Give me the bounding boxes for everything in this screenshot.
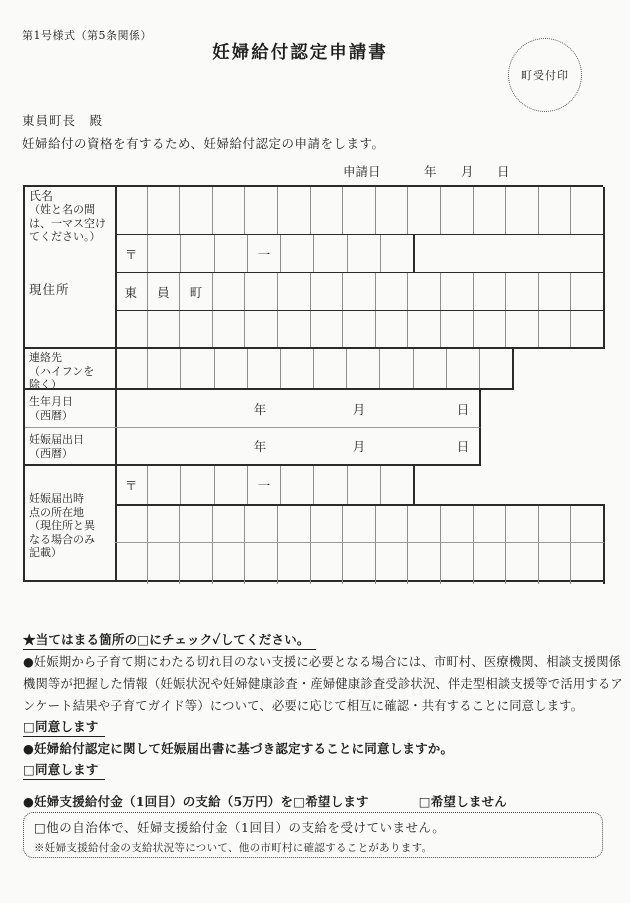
grid-cell[interactable] [375,506,408,542]
grid-cell[interactable] [538,506,571,542]
grid-cell[interactable] [342,506,375,542]
grid-cell[interactable] [342,543,375,584]
grid-cell[interactable] [346,349,379,388]
name-cells [115,187,603,234]
grid-cell[interactable] [379,349,412,388]
grant-request-line [23,792,507,810]
grid-cell[interactable] [473,543,506,584]
relocation-postal-code-row [115,466,415,504]
other-municipality-note: ※妊婦支援給付金の支給状況等について、他の市町村に確認することがあります。 [34,842,433,854]
grid-cell[interactable] [440,506,473,542]
grid-cell[interactable] [313,235,346,272]
grid-cell[interactable] [277,543,310,584]
notify-month-unit: 月 [352,439,366,454]
grant-prefix: ●妊婦支援給付金（1回目）の支給（5万円）を [23,794,294,809]
check-instruction [23,630,316,650]
grid-cell[interactable] [212,311,245,347]
pregnancy-notify-date-input-row[interactable] [115,428,481,466]
relocation-postal-cells [115,466,413,504]
relocation-label-line: 記載） [29,546,62,559]
grid-cell[interactable] [214,235,247,272]
birthdate-label-line: 生年月日 [29,395,73,408]
grid-cell[interactable] [347,235,380,272]
grid-cell[interactable] [570,543,603,584]
grid-cell[interactable] [380,466,413,504]
grid-cell[interactable] [280,349,313,388]
grid-cell[interactable] [375,273,408,310]
relocation-label-line: 点の所在地 [29,505,84,519]
pregnancy-notify-label-line: 妊娠届出日 [29,433,84,446]
application-date-month-unit: 月 [461,164,474,179]
grid-cell[interactable] [407,311,440,347]
grid-cell[interactable] [375,187,408,234]
grant-accept-checkbox[interactable]: □希望します [293,794,369,809]
grid-cell[interactable] [244,543,277,584]
application-date-day-unit: 日 [497,164,510,179]
grid-cell[interactable] [147,466,180,504]
grid-cell[interactable] [440,543,473,584]
grid-cell[interactable] [180,466,213,504]
grid-cell[interactable] [342,273,375,310]
grid-cell[interactable] [505,187,538,234]
notify-day-unit: 日 [456,439,470,454]
birthdate-month-unit: 月 [352,401,366,417]
grid-cell-prefilled[interactable]: 員 [147,273,180,310]
grid-cell-prefilled[interactable]: 一 [247,235,280,272]
name-note-line: （姓と名の間 [29,203,95,216]
grid-cell[interactable] [115,543,147,584]
grid-cell[interactable] [440,311,473,347]
grid-cell[interactable] [244,506,277,542]
grid-cell[interactable] [244,311,277,347]
relocation-label-line: 妊娠届出時 [29,492,84,505]
declaration-line: 妊婦給付の資格を有するため、妊婦給付認定の申請をします。 [22,136,385,151]
grid-cell[interactable] [446,349,479,388]
grid-cell-prefilled[interactable]: 東 [124,284,138,300]
grid-cell[interactable] [277,273,310,310]
grid-cell[interactable] [180,235,213,272]
name-note-line: てください。） [29,230,101,243]
grid-cell[interactable] [505,543,538,584]
grid-cell[interactable] [115,311,147,347]
grid-cell[interactable] [147,506,180,542]
grid-cell[interactable] [179,543,212,584]
grid-cell[interactable] [380,235,413,272]
grid-cell[interactable] [179,506,212,542]
grid-cell[interactable] [570,506,603,542]
grid-cell[interactable] [147,543,180,584]
grid-cell[interactable] [313,349,346,388]
agree-share-checkbox-line[interactable] [23,717,105,737]
grid-cell[interactable] [214,466,247,504]
address-cells-2 [115,311,603,347]
grid-cell[interactable] [505,506,538,542]
birthdate-label-cell [25,390,115,428]
grid-cell[interactable] [413,349,446,388]
birthdate-year-unit: 年 [253,401,267,417]
grid-cell[interactable] [342,311,375,347]
grid-cell[interactable] [277,187,310,234]
relocation-address-row-1 [115,504,605,543]
grid-cell[interactable] [313,466,346,504]
grid-cell[interactable] [310,273,343,310]
applicant-info-table [23,185,603,582]
grid-cell[interactable] [247,349,280,388]
relocation-address-row-2 [115,543,605,584]
grid-cell[interactable] [310,543,343,584]
contact-cells [115,349,512,388]
application-date-row [0,162,603,178]
relocation-address-cells-1 [115,506,603,542]
application-date-year-unit: 年 [424,164,437,179]
agree-share-label: □同意します [23,717,105,737]
grid-cell-prefilled[interactable]: 一 [247,466,280,504]
pregnancy-notify-date-label-cell [25,428,115,466]
grid-cell[interactable] [310,311,343,347]
grid-cell[interactable] [570,187,603,234]
grid-cell[interactable] [212,273,245,310]
grant-decline-checkbox[interactable]: □希望しません [418,794,507,809]
grid-cell[interactable] [147,187,180,234]
grid-cell[interactable] [375,311,408,347]
pregnancy-notify-label-line: （西暦） [29,446,73,460]
info-sharing-line: ンケート結果や子育てガイド等）について、必要に応じて相互に確認・共有することに同意します。 [23,698,584,713]
town-reception-seal-label: 町受付印 [521,69,569,82]
grid-cell[interactable] [538,311,571,347]
grid-cell[interactable] [115,349,147,388]
grid-cell[interactable] [115,187,147,234]
grid-cell[interactable] [538,273,571,310]
birthdate-day-unit: 日 [456,401,470,417]
grid-cell[interactable] [407,543,440,584]
form-number: 第1号様式（第5条関係） [22,29,152,42]
info-sharing-line: 機関等が把握した情報（妊娠状況や妊婦健康診査・産婦健康診査受診状況、伴走型相談支援等で活用するア [23,676,623,691]
grid-cell[interactable] [212,506,245,542]
name-label: 氏名 [29,189,54,203]
relocation-address-cells-2 [115,543,603,584]
grid-cell[interactable] [180,349,213,388]
grid-cell[interactable] [147,235,180,272]
name-and-address-label-cell [25,187,115,349]
grid-cell[interactable] [310,187,343,234]
town-reception-seal-circle [508,38,582,112]
grid-cell-prefilled[interactable]: 〒 [124,246,138,262]
grid-cell-prefilled[interactable]: 〒 [124,478,138,493]
grid-cell[interactable] [505,273,538,310]
grid-cell[interactable] [277,506,310,542]
address-input-row-2 [115,311,605,349]
certify-question: ●妊婦給付認定に関して妊娠届出書に基づき認定することに同意しますか。 [23,741,454,756]
grid-cell[interactable] [473,187,506,234]
grid-cell[interactable] [342,187,375,234]
application-date-label: 申請日 [343,164,381,179]
address-input-row-1 [115,273,605,311]
other-municipality-box [23,812,603,858]
grid-cell-prefilled[interactable]: 町 [179,273,212,310]
grid-cell[interactable] [440,187,473,234]
agree-certify-checkbox-line[interactable] [23,760,105,780]
grid-cell[interactable] [277,311,310,347]
addressee-line: 東員町長 殿 [22,113,104,128]
grid-cell[interactable] [115,506,147,542]
grid-cell[interactable] [347,466,380,504]
grid-cell[interactable] [212,543,245,584]
grid-cell[interactable] [473,273,506,310]
grid-cell[interactable] [440,273,473,310]
other-municipality-checkbox-line[interactable]: □他の自治体で、妊婦支援給付金（1回目）の支給を受けていません。 [34,820,446,835]
grid-cell[interactable] [473,311,506,347]
check-instruction-text: ★当てはまる箇所の□にチェック✓してください。 [23,630,316,650]
name-note-line: は、一マス空け [29,216,106,230]
contact-label-line: 連絡先 [29,351,62,364]
page-title: 妊婦給付認定申請書 [212,43,388,63]
grid-cell[interactable] [147,349,180,388]
relocation-label-line: なる場合のみ [29,532,95,546]
grid-cell[interactable] [473,506,506,542]
address-cells-1 [115,273,603,310]
relocation-label-line: （現住所と異 [29,519,95,532]
grid-cell[interactable] [310,506,343,542]
grid-cell[interactable] [244,273,277,310]
info-sharing-line: ●妊娠期から子育て期にわたる切れ目のない支援に必要となる場合には、市町村、医療機関、相談支援関係 [23,655,622,669]
grid-cell[interactable] [214,349,247,388]
grid-cell[interactable] [147,311,180,347]
grid-cell[interactable] [280,466,313,504]
current-address-label: 現住所 [29,282,70,297]
notify-year-unit: 年 [253,439,267,454]
contact-label-cell [25,349,115,390]
postal-code-cells [115,235,415,272]
grid-cell[interactable] [179,187,212,234]
birthdate-label-line: （西暦） [29,408,73,422]
contact-label-line: （ハイフンを [29,364,95,378]
agree-certify-label: □同意します [23,760,105,780]
grid-cell[interactable] [570,273,603,310]
grid-cell[interactable] [212,187,245,234]
info-sharing-paragraph [23,652,623,717]
birthdate-input-row[interactable] [115,390,481,428]
grid-cell[interactable] [244,187,277,234]
grid-cell[interactable] [375,543,408,584]
grid-cell[interactable] [280,235,313,272]
grid-cell[interactable] [538,543,571,584]
grid-cell[interactable] [538,187,571,234]
grid-cell[interactable] [407,506,440,542]
postal-code-row [115,235,605,273]
grid-cell[interactable] [407,273,440,310]
grid-cell[interactable] [407,187,440,234]
grid-cell[interactable] [479,349,512,388]
contact-input-row [115,349,514,390]
grid-cell[interactable] [570,311,603,347]
contact-label-line: 除く） [29,378,62,391]
name-input-row [115,187,605,235]
grid-cell[interactable] [179,311,212,347]
grid-cell[interactable] [505,311,538,347]
relocation-label-cell [25,466,115,584]
